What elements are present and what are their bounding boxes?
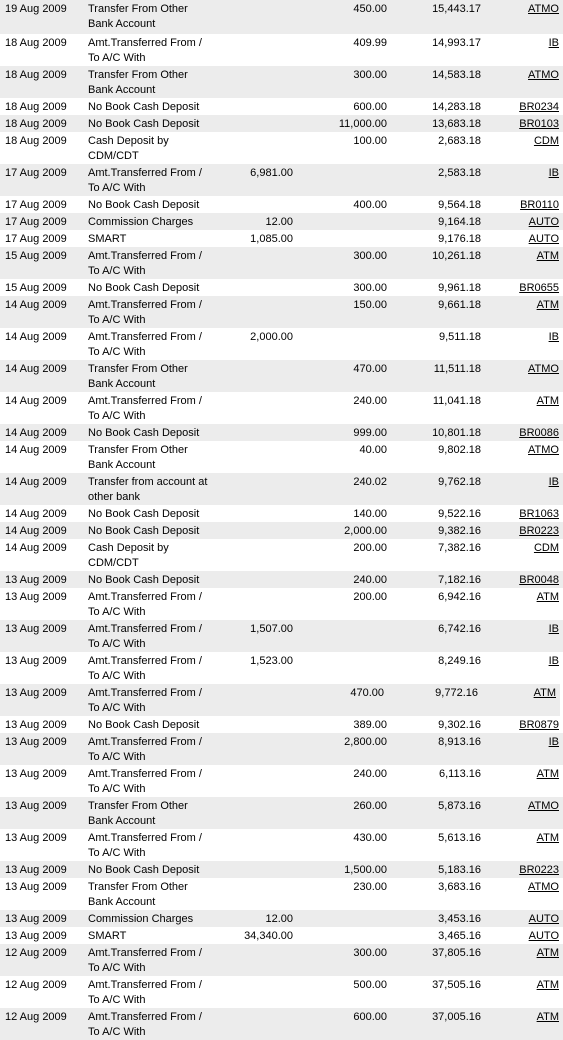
description-cell: Transfer From Other Bank Account	[88, 444, 188, 471]
credit-cell: 1,500.00	[344, 864, 387, 876]
description-cell: No Book Cash Deposit	[88, 574, 200, 586]
description-cell: Amt.Transferred From / To A/C With	[88, 37, 202, 64]
balance-cell: 9,961.18	[438, 282, 481, 294]
reference-link[interactable]: ATM	[536, 591, 559, 603]
transaction-row	[0, 797, 563, 829]
transaction-row	[0, 910, 563, 927]
reference-link[interactable]: AUTO	[528, 233, 559, 245]
reference-link[interactable]: ATMO	[528, 363, 559, 375]
credit-cell: 999.00	[353, 427, 387, 439]
reference-link[interactable]: IB	[548, 167, 559, 179]
credit-cell: 240.00	[353, 768, 387, 780]
credit-cell: 40.00	[359, 444, 387, 456]
reference-link[interactable]: CDM	[533, 135, 559, 147]
balance-cell: 37,005.16	[432, 1011, 481, 1023]
date-cell: 15 Aug 2009	[5, 250, 67, 262]
balance-cell: 2,583.18	[438, 167, 481, 179]
balance-cell: 9,762.18	[438, 476, 481, 488]
transaction-row	[0, 279, 563, 296]
date-cell: 13 Aug 2009	[5, 800, 67, 812]
transaction-row	[0, 944, 563, 976]
date-cell: 14 Aug 2009	[5, 508, 67, 520]
transaction-row	[0, 878, 563, 910]
date-cell: 13 Aug 2009	[5, 655, 67, 667]
balance-cell: 9,302.16	[438, 719, 481, 731]
credit-cell: 2,800.00	[344, 736, 387, 748]
balance-cell: 15,443.17	[432, 3, 481, 15]
date-cell: 13 Aug 2009	[5, 930, 67, 942]
balance-cell: 3,465.16	[438, 930, 481, 942]
transaction-row	[0, 296, 563, 328]
credit-cell: 400.00	[353, 199, 387, 211]
transaction-row	[0, 0, 563, 34]
transaction-row	[0, 716, 563, 733]
reference-link[interactable]: BR0655	[519, 282, 559, 294]
reference-link[interactable]: AUTO	[528, 216, 559, 228]
date-cell: 14 Aug 2009	[5, 525, 67, 537]
transaction-row	[0, 620, 563, 652]
transaction-row	[0, 861, 563, 878]
date-cell: 17 Aug 2009	[5, 167, 67, 179]
credit-cell: 300.00	[353, 282, 387, 294]
reference-link[interactable]: AUTO	[528, 913, 559, 925]
credit-cell: 600.00	[353, 1011, 387, 1023]
reference-link[interactable]: CDM	[533, 542, 559, 554]
reference-link[interactable]: ATMO	[528, 3, 559, 15]
balance-cell: 14,283.18	[432, 101, 481, 113]
reference-link[interactable]: BR1063	[519, 508, 559, 520]
description-cell: Transfer From Other Bank Account	[88, 3, 188, 30]
transaction-row	[0, 473, 563, 505]
reference-link[interactable]: ATM	[536, 1011, 559, 1023]
description-cell: Amt.Transferred From / To A/C With	[88, 947, 202, 974]
balance-cell: 9,382.16	[438, 525, 481, 537]
credit-cell: 300.00	[353, 947, 387, 959]
transaction-row	[0, 132, 563, 164]
date-cell: 12 Aug 2009	[5, 979, 67, 991]
description-cell: Transfer From Other Bank Account	[88, 881, 188, 908]
description-cell: Amt.Transferred From / To A/C With	[88, 395, 202, 422]
reference-link[interactable]: ATMO	[528, 69, 559, 81]
date-cell: 14 Aug 2009	[5, 363, 67, 375]
balance-cell: 9,164.18	[438, 216, 481, 228]
date-cell: 13 Aug 2009	[5, 913, 67, 925]
reference-link[interactable]: ATM	[533, 687, 556, 699]
description-cell: No Book Cash Deposit	[88, 101, 200, 113]
transaction-row	[0, 733, 563, 765]
credit-cell: 430.00	[353, 832, 387, 844]
date-cell: 18 Aug 2009	[5, 101, 67, 113]
transaction-row	[0, 927, 563, 944]
reference-link[interactable]: ATMO	[528, 800, 559, 812]
reference-link[interactable]: BR0103	[519, 118, 559, 130]
date-cell: 13 Aug 2009	[5, 687, 67, 699]
balance-cell: 10,801.18	[432, 427, 481, 439]
transaction-row	[0, 652, 563, 684]
transaction-row	[0, 328, 563, 360]
description-cell: No Book Cash Deposit	[88, 427, 200, 439]
date-cell: 13 Aug 2009	[5, 832, 67, 844]
description-cell: Amt.Transferred From / To A/C With	[88, 832, 202, 859]
transaction-row	[0, 829, 563, 861]
balance-cell: 5,613.16	[438, 832, 481, 844]
reference-link[interactable]: BR0110	[520, 199, 559, 211]
debit-cell: 12.00	[265, 216, 293, 228]
transaction-row	[0, 213, 563, 230]
balance-cell: 3,453.16	[438, 913, 481, 925]
date-cell: 19 Aug 2009	[5, 3, 67, 15]
description-cell: Cash Deposit by CDM/CDT	[88, 542, 169, 569]
balance-cell: 11,511.18	[433, 363, 481, 375]
reference-link[interactable]: ATM	[536, 768, 559, 780]
date-cell: 13 Aug 2009	[5, 591, 67, 603]
transaction-row	[0, 539, 563, 571]
credit-cell: 600.00	[353, 101, 387, 113]
transaction-row	[0, 1008, 563, 1040]
description-cell: SMART	[88, 930, 127, 942]
date-cell: 17 Aug 2009	[5, 199, 67, 211]
transaction-row	[0, 588, 563, 620]
description-cell: Commission Charges	[88, 913, 194, 925]
credit-cell: 300.00	[353, 250, 387, 262]
description-cell: Amt.Transferred From / To A/C With	[88, 1011, 202, 1038]
transaction-row	[0, 98, 563, 115]
reference-link[interactable]: BR0086	[519, 427, 559, 439]
description-cell: No Book Cash Deposit	[88, 118, 200, 130]
transaction-row	[0, 164, 563, 196]
reference-link[interactable]: IB	[548, 655, 559, 667]
date-cell: 13 Aug 2009	[5, 881, 67, 893]
debit-cell: 2,000.00	[250, 331, 293, 343]
date-cell: 14 Aug 2009	[5, 331, 67, 343]
credit-cell: 2,000.00	[344, 525, 387, 537]
reference-link[interactable]: IB	[548, 623, 559, 635]
balance-cell: 14,583.18	[432, 69, 481, 81]
description-cell: Amt.Transferred From / To A/C With	[88, 736, 202, 763]
date-cell: 13 Aug 2009	[5, 623, 67, 635]
credit-cell: 260.00	[353, 800, 387, 812]
reference-link[interactable]: ATMO	[528, 444, 559, 456]
transaction-row	[0, 247, 563, 279]
date-cell: 14 Aug 2009	[5, 542, 67, 554]
reference-link[interactable]: ATM	[536, 947, 559, 959]
description-cell: Transfer From Other Bank Account	[88, 800, 188, 827]
balance-cell: 6,113.16	[438, 768, 481, 780]
reference-link[interactable]: ATM	[536, 299, 559, 311]
date-cell: 12 Aug 2009	[5, 947, 67, 959]
description-cell: Transfer From Other Bank Account	[88, 69, 188, 96]
credit-cell: 100.00	[353, 135, 387, 147]
credit-cell: 200.00	[353, 542, 387, 554]
transaction-row	[0, 505, 563, 522]
balance-cell: 8,913.16	[438, 736, 481, 748]
balance-cell: 5,183.16	[438, 864, 481, 876]
date-cell: 18 Aug 2009	[5, 135, 67, 147]
description-cell: Amt.Transferred From / To A/C With	[88, 299, 202, 326]
description-cell: Amt.Transferred From / To A/C With	[88, 623, 202, 650]
credit-cell: 240.00	[353, 574, 387, 586]
date-cell: 14 Aug 2009	[5, 299, 67, 311]
balance-cell: 9,802.18	[438, 444, 481, 456]
description-cell: Cash Deposit by CDM/CDT	[88, 135, 169, 162]
transaction-row	[0, 196, 563, 213]
debit-cell: 34,340.00	[244, 930, 293, 942]
description-cell: Amt.Transferred From / To A/C With	[88, 768, 202, 795]
description-cell: Amt.Transferred From / To A/C With	[88, 250, 202, 277]
reference-link[interactable]: ATM	[536, 979, 559, 991]
balance-cell: 6,942.16	[438, 591, 481, 603]
balance-cell: 9,522.16	[438, 508, 481, 520]
balance-cell: 7,182.16	[438, 574, 481, 586]
date-cell: 14 Aug 2009	[5, 395, 67, 407]
description-cell: No Book Cash Deposit	[88, 282, 200, 294]
credit-cell: 230.00	[353, 881, 387, 893]
date-cell: 18 Aug 2009	[5, 37, 67, 49]
transaction-row	[0, 976, 563, 1008]
description-cell: Amt.Transferred From / To A/C With	[88, 167, 202, 194]
transaction-row	[0, 522, 563, 539]
transaction-row	[0, 441, 563, 473]
description-cell: Amt.Transferred From / To A/C With	[88, 687, 202, 714]
description-cell: No Book Cash Deposit	[88, 525, 200, 537]
credit-cell: 200.00	[353, 591, 387, 603]
date-cell: 13 Aug 2009	[5, 719, 67, 731]
reference-link[interactable]: ATM	[536, 250, 559, 262]
date-cell: 17 Aug 2009	[5, 216, 67, 228]
balance-cell: 7,382.16	[438, 542, 481, 554]
transaction-row	[0, 424, 563, 441]
description-cell: SMART	[88, 233, 127, 245]
description-cell: Transfer From Other Bank Account	[88, 363, 188, 390]
balance-cell: 10,261.18	[432, 250, 481, 262]
reference-link[interactable]: IB	[548, 736, 559, 748]
credit-cell: 389.00	[353, 719, 387, 731]
description-cell: Commission Charges	[88, 216, 194, 228]
balance-cell: 37,805.16	[432, 947, 481, 959]
credit-cell: 150.00	[353, 299, 387, 311]
credit-cell: 500.00	[353, 979, 387, 991]
debit-cell: 1,523.00	[250, 655, 293, 667]
balance-cell: 9,772.16	[435, 687, 478, 699]
transaction-row	[0, 360, 563, 392]
description-cell: Amt.Transferred From / To A/C With	[88, 331, 202, 358]
transaction-row	[0, 115, 563, 132]
reference-link[interactable]: BR0223	[519, 864, 559, 876]
reference-link[interactable]: IB	[548, 476, 559, 488]
balance-cell: 37,505.16	[432, 979, 481, 991]
description-cell: Amt.Transferred From / To A/C With	[88, 655, 202, 682]
debit-cell: 1,507.00	[250, 623, 293, 635]
description-cell: Amt.Transferred From / To A/C With	[88, 591, 202, 618]
credit-cell: 240.02	[353, 476, 387, 488]
balance-cell: 2,683.18	[438, 135, 481, 147]
reference-link[interactable]: ATM	[536, 395, 559, 407]
description-cell: Transfer from account at other bank	[88, 476, 208, 503]
debit-cell: 12.00	[265, 913, 293, 925]
transaction-row	[0, 684, 560, 716]
reference-link[interactable]: IB	[548, 37, 559, 49]
balance-cell: 13,683.18	[432, 118, 481, 130]
date-cell: 18 Aug 2009	[5, 69, 67, 81]
balance-cell: 6,742.16	[438, 623, 481, 635]
date-cell: 15 Aug 2009	[5, 282, 67, 294]
date-cell: 14 Aug 2009	[5, 427, 67, 439]
transaction-row	[0, 230, 563, 247]
balance-cell: 9,564.18	[438, 199, 481, 211]
transaction-row	[0, 392, 563, 424]
transaction-row	[0, 66, 563, 98]
date-cell: 14 Aug 2009	[5, 476, 67, 488]
reference-link[interactable]: ATMO	[528, 881, 559, 893]
balance-cell: 9,176.18	[438, 233, 481, 245]
description-cell: No Book Cash Deposit	[88, 508, 200, 520]
date-cell: 18 Aug 2009	[5, 118, 67, 130]
date-cell: 14 Aug 2009	[5, 444, 67, 456]
date-cell: 12 Aug 2009	[5, 1011, 67, 1023]
date-cell: 13 Aug 2009	[5, 574, 67, 586]
debit-cell: 1,085.00	[250, 233, 293, 245]
debit-cell: 6,981.00	[250, 167, 293, 179]
balance-cell: 14,993.17	[432, 37, 481, 49]
balance-cell: 5,873.16	[438, 800, 481, 812]
reference-link[interactable]: IB	[548, 331, 559, 343]
date-cell: 13 Aug 2009	[5, 736, 67, 748]
balance-cell: 11,041.18	[432, 395, 481, 407]
credit-cell: 450.00	[353, 3, 387, 15]
credit-cell: 300.00	[353, 69, 387, 81]
balance-cell: 9,511.18	[438, 331, 481, 343]
reference-link[interactable]: BR0879	[519, 719, 559, 731]
transaction-row	[0, 34, 563, 66]
reference-link[interactable]: ATM	[536, 832, 559, 844]
date-cell: 17 Aug 2009	[5, 233, 67, 245]
reference-link[interactable]: BR0234	[519, 101, 559, 113]
description-cell: Amt.Transferred From / To A/C With	[88, 979, 202, 1006]
credit-cell: 470.00	[350, 687, 384, 699]
credit-cell: 409.99	[353, 37, 387, 49]
credit-cell: 140.00	[353, 508, 387, 520]
balance-cell: 8,249.16	[438, 655, 481, 667]
balance-cell: 9,661.18	[438, 299, 481, 311]
description-cell: No Book Cash Deposit	[88, 199, 200, 211]
transaction-row	[0, 765, 563, 797]
date-cell: 13 Aug 2009	[5, 864, 67, 876]
balance-cell: 3,683.16	[438, 881, 481, 893]
credit-cell: 11,000.00	[338, 118, 387, 130]
reference-link[interactable]: BR0048	[519, 574, 559, 586]
description-cell: No Book Cash Deposit	[88, 719, 200, 731]
credit-cell: 470.00	[353, 363, 387, 375]
reference-link[interactable]: BR0223	[519, 525, 559, 537]
reference-link[interactable]: AUTO	[528, 930, 559, 942]
date-cell: 13 Aug 2009	[5, 768, 67, 780]
transaction-row	[0, 571, 563, 588]
credit-cell: 240.00	[353, 395, 387, 407]
description-cell: No Book Cash Deposit	[88, 864, 200, 876]
